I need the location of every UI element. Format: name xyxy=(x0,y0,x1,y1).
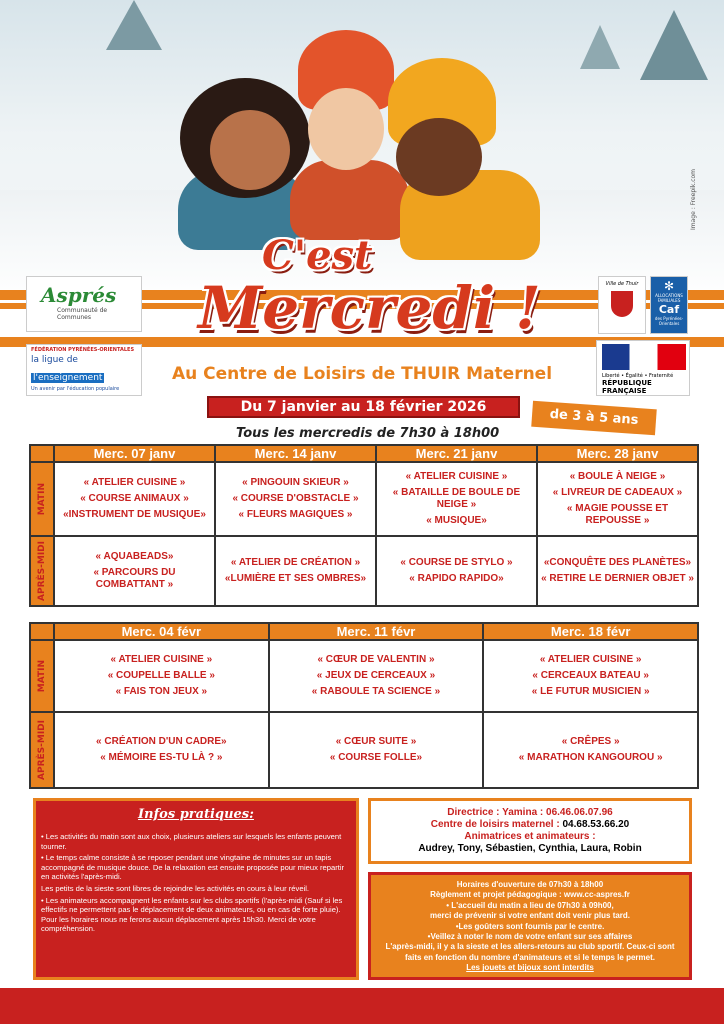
matin-row xyxy=(30,462,698,536)
hours-line: faits en fonction du nombre d'animateurs et si le temps le permet. xyxy=(405,952,655,962)
activity: «CONQUÊTE DES PLANÈTES» xyxy=(543,557,692,568)
centre-phone: 04.68.53.66.20 xyxy=(562,819,630,830)
activity: « AQUABEADS» xyxy=(95,551,174,562)
kid-face-left xyxy=(210,110,290,190)
title-line2: Mercredi ! xyxy=(198,274,541,342)
aspres-logo-subtext: Communauté de Communes xyxy=(57,307,108,321)
day-header: Merc. 14 janv xyxy=(215,445,376,462)
day-header: Merc. 28 janv xyxy=(537,445,698,462)
centre-label: Centre de loisirs maternel : xyxy=(430,819,560,830)
pine-tree-right xyxy=(640,10,708,80)
activity: « ATELIER CUISINE » xyxy=(110,654,213,665)
apres-midi-label-cell xyxy=(30,712,54,788)
table-header-row xyxy=(30,445,698,462)
schedule-hours: Tous les mercredis de 7h30 à 18h00 xyxy=(236,426,500,441)
kid-red-jacket xyxy=(290,160,410,240)
centre-line xyxy=(371,819,689,831)
activity: « ATELIER CUISINE » xyxy=(539,654,642,665)
director-phone: Yamina : 06.46.06.07.96 xyxy=(502,807,613,818)
activity: « FLEURS MAGIQUES » xyxy=(238,509,353,520)
activity: « CRÉATION D'UN CADRE» xyxy=(96,736,227,747)
pine-tree-left xyxy=(106,0,162,50)
title-line1: C'est xyxy=(262,232,373,279)
activity: « BATAILLE DE BOULE DE NEIGE » xyxy=(392,487,521,510)
day-header: Merc. 18 févr xyxy=(483,623,698,640)
activity: « LIVREUR DE CADEAUX » xyxy=(552,487,683,498)
apres-midi-label-cell xyxy=(30,536,54,606)
matin-label: MATIN xyxy=(37,659,47,693)
ligue-federation-text: FÉDÉRATION PYRÉNÉES-ORIENTALES xyxy=(31,347,135,353)
activity-cell xyxy=(537,536,698,606)
activity: « COUPELLE BALLE » xyxy=(107,670,215,681)
caf-logo xyxy=(650,276,688,334)
contact-box xyxy=(368,798,692,864)
activity: « COURSE DE STYLO » xyxy=(400,557,513,568)
activity-cell xyxy=(483,712,698,788)
activity: « CRÊPES » xyxy=(561,736,620,747)
activity: « MÉMOIRE ES-TU LÀ ? » xyxy=(100,752,223,763)
infos-paragraph: • Les animateurs accompagnent les enfants sur les clubs sportifs (l'après-midi (Sauf si les effectifs ne permettent pas le déplacement de deux animateurs, ou en cas de forte pluie). Pour les horaires nous ne ferons aucun déplacement après 15h30. Merci de votre compréhension. xyxy=(41,895,343,934)
activity: « CŒUR DE VALENTIN » xyxy=(317,654,435,665)
matin-row xyxy=(30,640,698,712)
day-header: Merc. 07 janv xyxy=(54,445,215,462)
activity: « PARCOURS DU COMBATTANT » xyxy=(93,567,176,590)
apres-midi-label: APRÈS-MIDI xyxy=(37,720,47,780)
matin-label: MATIN xyxy=(37,482,47,516)
activity-cell xyxy=(269,640,484,712)
schedule-table-february xyxy=(29,622,699,789)
day-header: Merc. 21 janv xyxy=(376,445,537,462)
activity-cell xyxy=(54,712,269,788)
director-label: Directrice : xyxy=(447,807,500,818)
activity: « ATELIER CUISINE » xyxy=(405,471,508,482)
pine-tree-far-right xyxy=(580,25,620,69)
activity: « COURSE ANIMAUX » xyxy=(80,493,189,504)
activity: « RETIRE LE DERNIER OBJET » xyxy=(541,573,694,584)
age-badge: de 3 à 5 ans xyxy=(531,401,657,436)
activity: «LUMIÈRE ET SES OMBRES» xyxy=(224,573,367,584)
day-header: Merc. 11 févr xyxy=(269,623,484,640)
anim-names: Audrey, Tony, Sébastien, Cynthia, Laura, Robin xyxy=(418,843,642,854)
caf-line1: ALLOCATIONS FAMILIALES xyxy=(655,293,683,303)
day-header: Merc. 04 févr xyxy=(54,623,269,640)
schedule-table-january xyxy=(29,444,699,607)
corner-cell xyxy=(30,623,54,640)
activity: « FAIS TON JEUX » xyxy=(115,686,208,697)
activity: «INSTRUMENT DE MUSIQUE» xyxy=(63,509,206,520)
rf-motto: Liberté • Égalité • Fraternité xyxy=(602,373,674,379)
apres-midi-label: APRÈS-MIDI xyxy=(37,541,47,601)
activity: « JEUX DE CERCEAUX » xyxy=(316,670,436,681)
ligue-line2: l'enseignement xyxy=(33,373,103,383)
hours-line: • L'accueil du matin a lieu de 07h30 à 09h00, xyxy=(446,900,614,910)
activity-cell xyxy=(54,640,269,712)
anim-label: Animatrices et animateurs : xyxy=(464,831,596,842)
ligue-line1: la ligue de xyxy=(31,355,78,365)
apres-midi-row xyxy=(30,536,698,606)
matin-label-cell xyxy=(30,640,54,712)
aspres-logo xyxy=(26,276,142,332)
activity: « ATELIER DE CRÉATION » xyxy=(230,557,361,568)
activity-cell xyxy=(54,536,215,606)
director-line xyxy=(371,807,689,819)
activity-cell xyxy=(54,462,215,536)
shield-icon xyxy=(611,291,633,317)
caf-line2: Caf xyxy=(658,303,680,316)
hours-line: •Veillez à noter le nom de votre enfant sur ses affaires xyxy=(427,932,633,942)
corner-cell xyxy=(30,445,54,462)
republique-francaise-logo xyxy=(596,340,690,396)
hours-box xyxy=(368,872,692,980)
hours-line: Règlement et projet pédagogique : www.cc-aspres.fr xyxy=(430,890,630,900)
hours-line: •Les goûters sont fournis par le centre. xyxy=(455,921,605,931)
activity: « PINGOUIN SKIEUR » xyxy=(242,477,349,488)
kid-face-center xyxy=(308,88,384,170)
activity: « COURSE FOLLE» xyxy=(329,752,423,763)
ville-thuir-logo xyxy=(598,276,646,334)
activity: « COURSE D'OBSTACLE » xyxy=(232,493,359,504)
infos-title: Infos pratiques: xyxy=(138,807,254,822)
activity-cell xyxy=(269,712,484,788)
marianne-flag-icon xyxy=(602,344,686,370)
activity: « RAPIDO RAPIDO» xyxy=(409,573,504,584)
activity-cell xyxy=(376,536,537,606)
activity: « BOULE À NEIGE » xyxy=(569,471,666,482)
kid-face-right xyxy=(396,118,482,196)
ligue-enseignement-logo xyxy=(26,344,142,396)
rf-name: RÉPUBLIQUE FRANÇAISE xyxy=(602,379,652,395)
ville-thuir-text: Ville de Thuir xyxy=(605,281,639,287)
date-range-banner: Du 7 janvier au 18 février 2026 xyxy=(207,396,520,418)
activity-cell xyxy=(483,640,698,712)
activity: « RABOULE TA SCIENCE » xyxy=(311,686,441,697)
activity: « CŒUR SUITE » xyxy=(335,736,417,747)
activity: « MAGIE POUSSE ET REPOUSSE » xyxy=(566,503,669,526)
activity: « MUSIQUE» xyxy=(426,515,487,526)
matin-label-cell xyxy=(30,462,54,536)
subtitle: Au Centre de Loisirs de THUIR Maternel xyxy=(172,364,553,384)
footer-bar xyxy=(0,988,724,1024)
activity-cell xyxy=(376,462,537,536)
caf-line3: des Pyrénées-Orientales xyxy=(654,316,684,326)
aspres-logo-text: Asprés xyxy=(41,283,117,307)
activity-cell xyxy=(215,462,376,536)
activity: « LE FUTUR MUSICIEN » xyxy=(531,686,650,697)
snowflake-icon: ✻ xyxy=(663,279,675,293)
activity: « MARATHON KANGOUROU » xyxy=(518,752,663,763)
hours-line: Horaires d'ouverture de 07h30 à 18h00 xyxy=(456,880,604,889)
activity: « ATELIER CUISINE » xyxy=(83,477,186,488)
infos-paragraph: • Les activités du matin sont aux choix, plusieurs ateliers sur lesquels les enfants peuvent tourner. xyxy=(41,832,342,851)
ligue-sub: Un avenir par l'éducation populaire xyxy=(31,386,120,392)
hours-line: merci de prévenir si votre enfant doit venir plus tard. xyxy=(429,911,631,921)
infos-pratiques-box xyxy=(33,798,359,980)
hours-line: L'après-midi, il y a la sieste et les allers-retours au club sportif. Ceux-ci sont xyxy=(385,942,675,952)
apres-midi-row xyxy=(30,712,698,788)
hours-line-interdits: Les jouets et bijoux sont interdits xyxy=(466,963,594,973)
table-header-row xyxy=(30,623,698,640)
activity-cell xyxy=(537,462,698,536)
activity: « CERCEAUX BATEAU » xyxy=(532,670,649,681)
activity-cell xyxy=(215,536,376,606)
infos-paragraph: Les petits de la sieste sont libres de rejoindre les activités en cours à leur réveil. xyxy=(41,883,310,893)
infos-paragraph: • Le temps calme consiste à se reposer pendant une vingtaine de minutes sur un tapis accompagné de musique douce. De la relaxation est ensuite proposée pour mieux repartir en activités l'après-midi. xyxy=(41,853,345,882)
image-credit: Image : Freepik.com xyxy=(690,168,697,230)
